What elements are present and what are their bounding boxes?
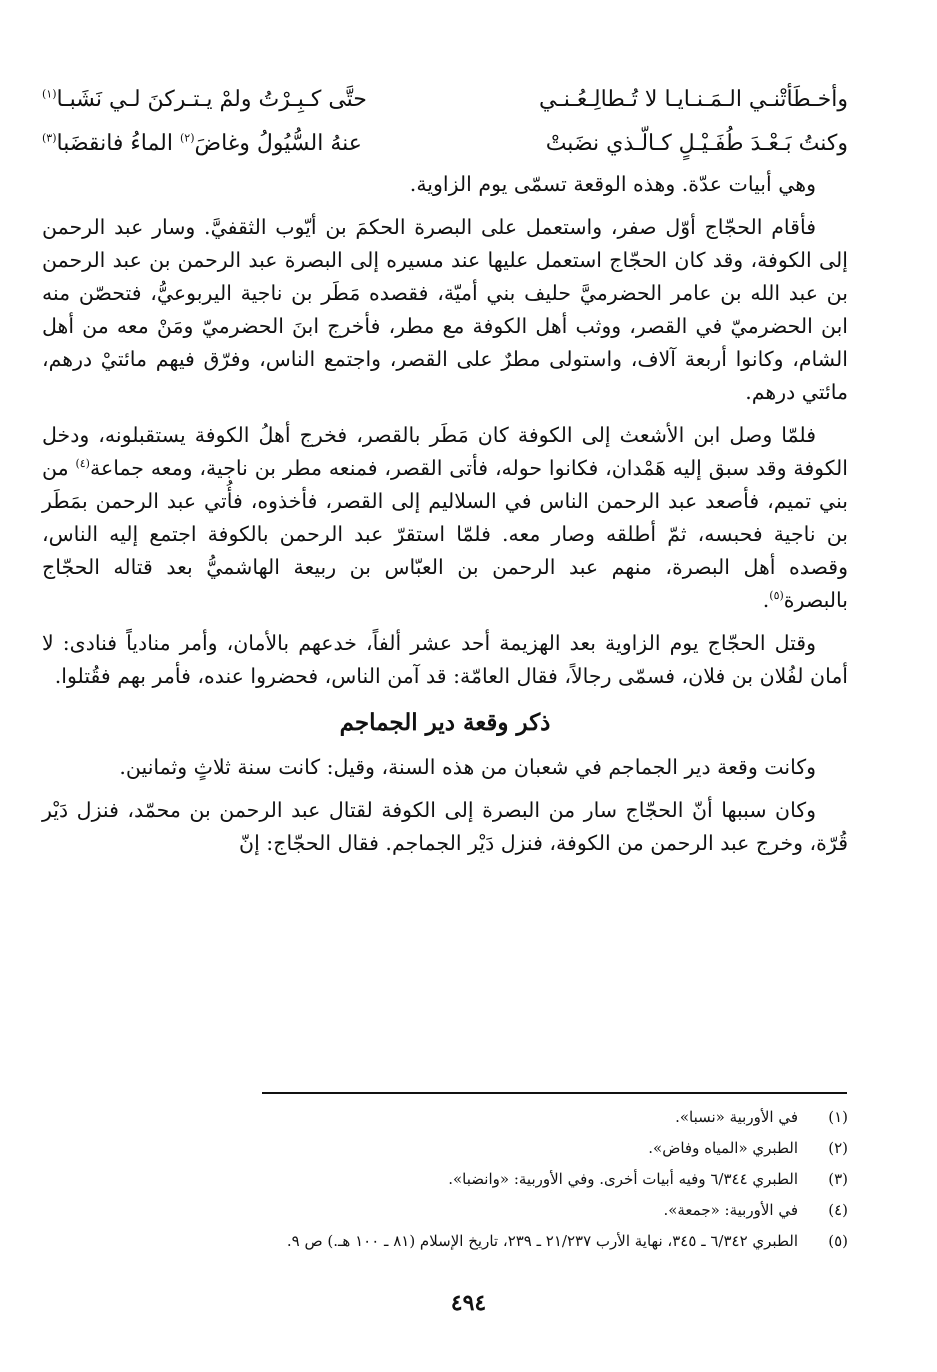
- footnote-text: في الأوربية «نسبا».: [675, 1108, 798, 1126]
- footnote-marker: (٥): [769, 589, 784, 603]
- footnote: [60, 1164, 848, 1195]
- poem-verse: [42, 122, 848, 166]
- poem: [42, 78, 848, 166]
- page-body: [42, 78, 848, 870]
- footnote-text: في الأوربية: «جمعة».: [663, 1201, 798, 1219]
- paragraph: وقتل الحجّاج يوم الزاوية بعد الهزيمة أحد عشر ألفاً، خدعهم بالأمان، وأمر منادياً فنادى: لا أمان لفُلان بن فلان، فسمّى رجالاً، فقال العامّة: قد آمن الناس، فحضروا عنده، فأمر بهم فقُتلوا.: [42, 631, 848, 688]
- footnote-number: (١): [828, 1108, 848, 1126]
- verse-text: حتَّى كـبِـرْتُ ولمْ يـتـركنَ لـي نَشَبـا: [56, 87, 367, 112]
- section-title: ذكر وقعة دير الجماجم: [339, 709, 551, 736]
- paragraph: وكانت وقعة دير الجماجم في شعبان من هذه السنة، وقيل: كانت سنة ثلاثٍ وثمانين.: [119, 755, 816, 779]
- footnote: [60, 1195, 848, 1226]
- verse-text: عنهُ السُّيُولُ وغاضَ: [194, 131, 362, 156]
- footnotes: [60, 1102, 848, 1257]
- footnote-marker: (٢): [179, 131, 195, 145]
- page-number: ٤٩٤: [450, 1290, 487, 1316]
- paragraph-text: من بني تميم، فأصعد عبد الرحمن الناس في السلاليم إلى القصر، فأخذوه، فأُتي عبد الرحمن بمَطَر بن ناجية فحبسه، ثمّ أطلقه وصار معه. فلمّا استقرّ عبد الرحمن بالكوفة اجتمع إليه الناس، وقصده أهل البصرة، منهم عبد الرحمن بن العبّاس بن ربيعة الهاشميُّ بعد قتاله الحجّاج بالبصرة: [42, 456, 848, 612]
- verse-second-hemistich: [42, 122, 362, 166]
- verse-first-hemistich: [546, 122, 848, 166]
- paragraph: وكان سببها أنّ الحجّاج سار من البصرة إلى الكوفة لقتال عبد الرحمن بن محمّد، فنزل دَيْر قُرّة، وخرج عبد الرحمن من الكوفة، فنزل دَيْر الجماجم. فقال الحجّاج: إنّ: [42, 798, 848, 855]
- verse-text: وكنتُ بَـعْـدَ طُفَـيْـلٍ كـالّـذي نضَبتْ: [545, 131, 848, 156]
- footnote-marker: (٤): [75, 457, 90, 471]
- paragraph: وهي أبيات عدّة. وهذه الوقعة تسمّى يوم الزاوية.: [409, 172, 816, 196]
- footnote-number: (٤): [828, 1201, 848, 1219]
- footnote-text: الطبري ٦/٣٤٤ وفيه أبيات أخرى. وفي الأوربية: «وانضبا».: [448, 1170, 798, 1188]
- footnote-text: الطبري «المياه وفاض».: [648, 1139, 798, 1157]
- footnote: [60, 1226, 848, 1257]
- footnote-number: (٥): [828, 1232, 848, 1250]
- footnote-text: الطبري ٦/٣٤٢ ـ ٣٤٥، نهاية الأرب ٢١/٢٣٧ ـ ٢٣٩، تاريخ الإسلام (٨١ ـ ١٠٠ هـ.) ص ٩.: [286, 1232, 798, 1250]
- footnote: [60, 1133, 848, 1164]
- paragraph: فأقام الحجّاج أوّل صفر، واستعمل على البصرة الحكمَ بن أيّوب الثقفيَّ. وسار عبد الرحمن إلى الكوفة، وقد كان الحجّاج استعمل عليها عند مسيره إلى البصرة عبد الرحمن بن عبد الرحمن بن عبد الله بن عامر الحضرميَّ حليف بني أميّة، فقصده مَطَر بن ناجية اليربوعيُّ، فتحصّن منه ابن الحضرميّ في القصر، ووثب أهل الكوفة مع مطر، فأخرج ابنَ الحضرميّ ومَنْ معه من أهل الشام، وكانوا أربعة آلاف، واستولى مطرٌ على القصر، واجتمع الناس، وفرّق فيهم مائتيْ درهم، مائتي درهم.: [42, 215, 848, 404]
- paragraph: [42, 419, 848, 617]
- verse-first-hemistich: [539, 78, 848, 122]
- footnote-marker: (١): [42, 87, 57, 101]
- verse-text: الماءُ فانقضَبا: [56, 131, 180, 156]
- footnote-number: (٢): [828, 1139, 848, 1157]
- footnote: [60, 1102, 848, 1133]
- paragraph-text: .: [762, 588, 770, 612]
- footnote-marker: (٣): [42, 131, 57, 145]
- footnote-number: (٣): [828, 1170, 848, 1188]
- verse-second-hemistich: [42, 78, 367, 122]
- verse-text: وأخـطَأتْنـي الـمَـنـايـا لا تُـطالِـعُـنـي: [538, 87, 848, 112]
- poem-verse: [42, 78, 848, 122]
- paragraph-text: فلمّا وصل ابن الأشعث إلى الكوفة كان مَطَر بالقصر، فخرج أهلُ الكوفة يستقبلونه، ودخل الكوفة وقد سبق إليه هَمْدان، فكانوا حوله، فأتى القصر، فمنعه مطر بن ناجية، ومعه جماعة: [42, 423, 848, 480]
- footnote-divider: [262, 1092, 847, 1094]
